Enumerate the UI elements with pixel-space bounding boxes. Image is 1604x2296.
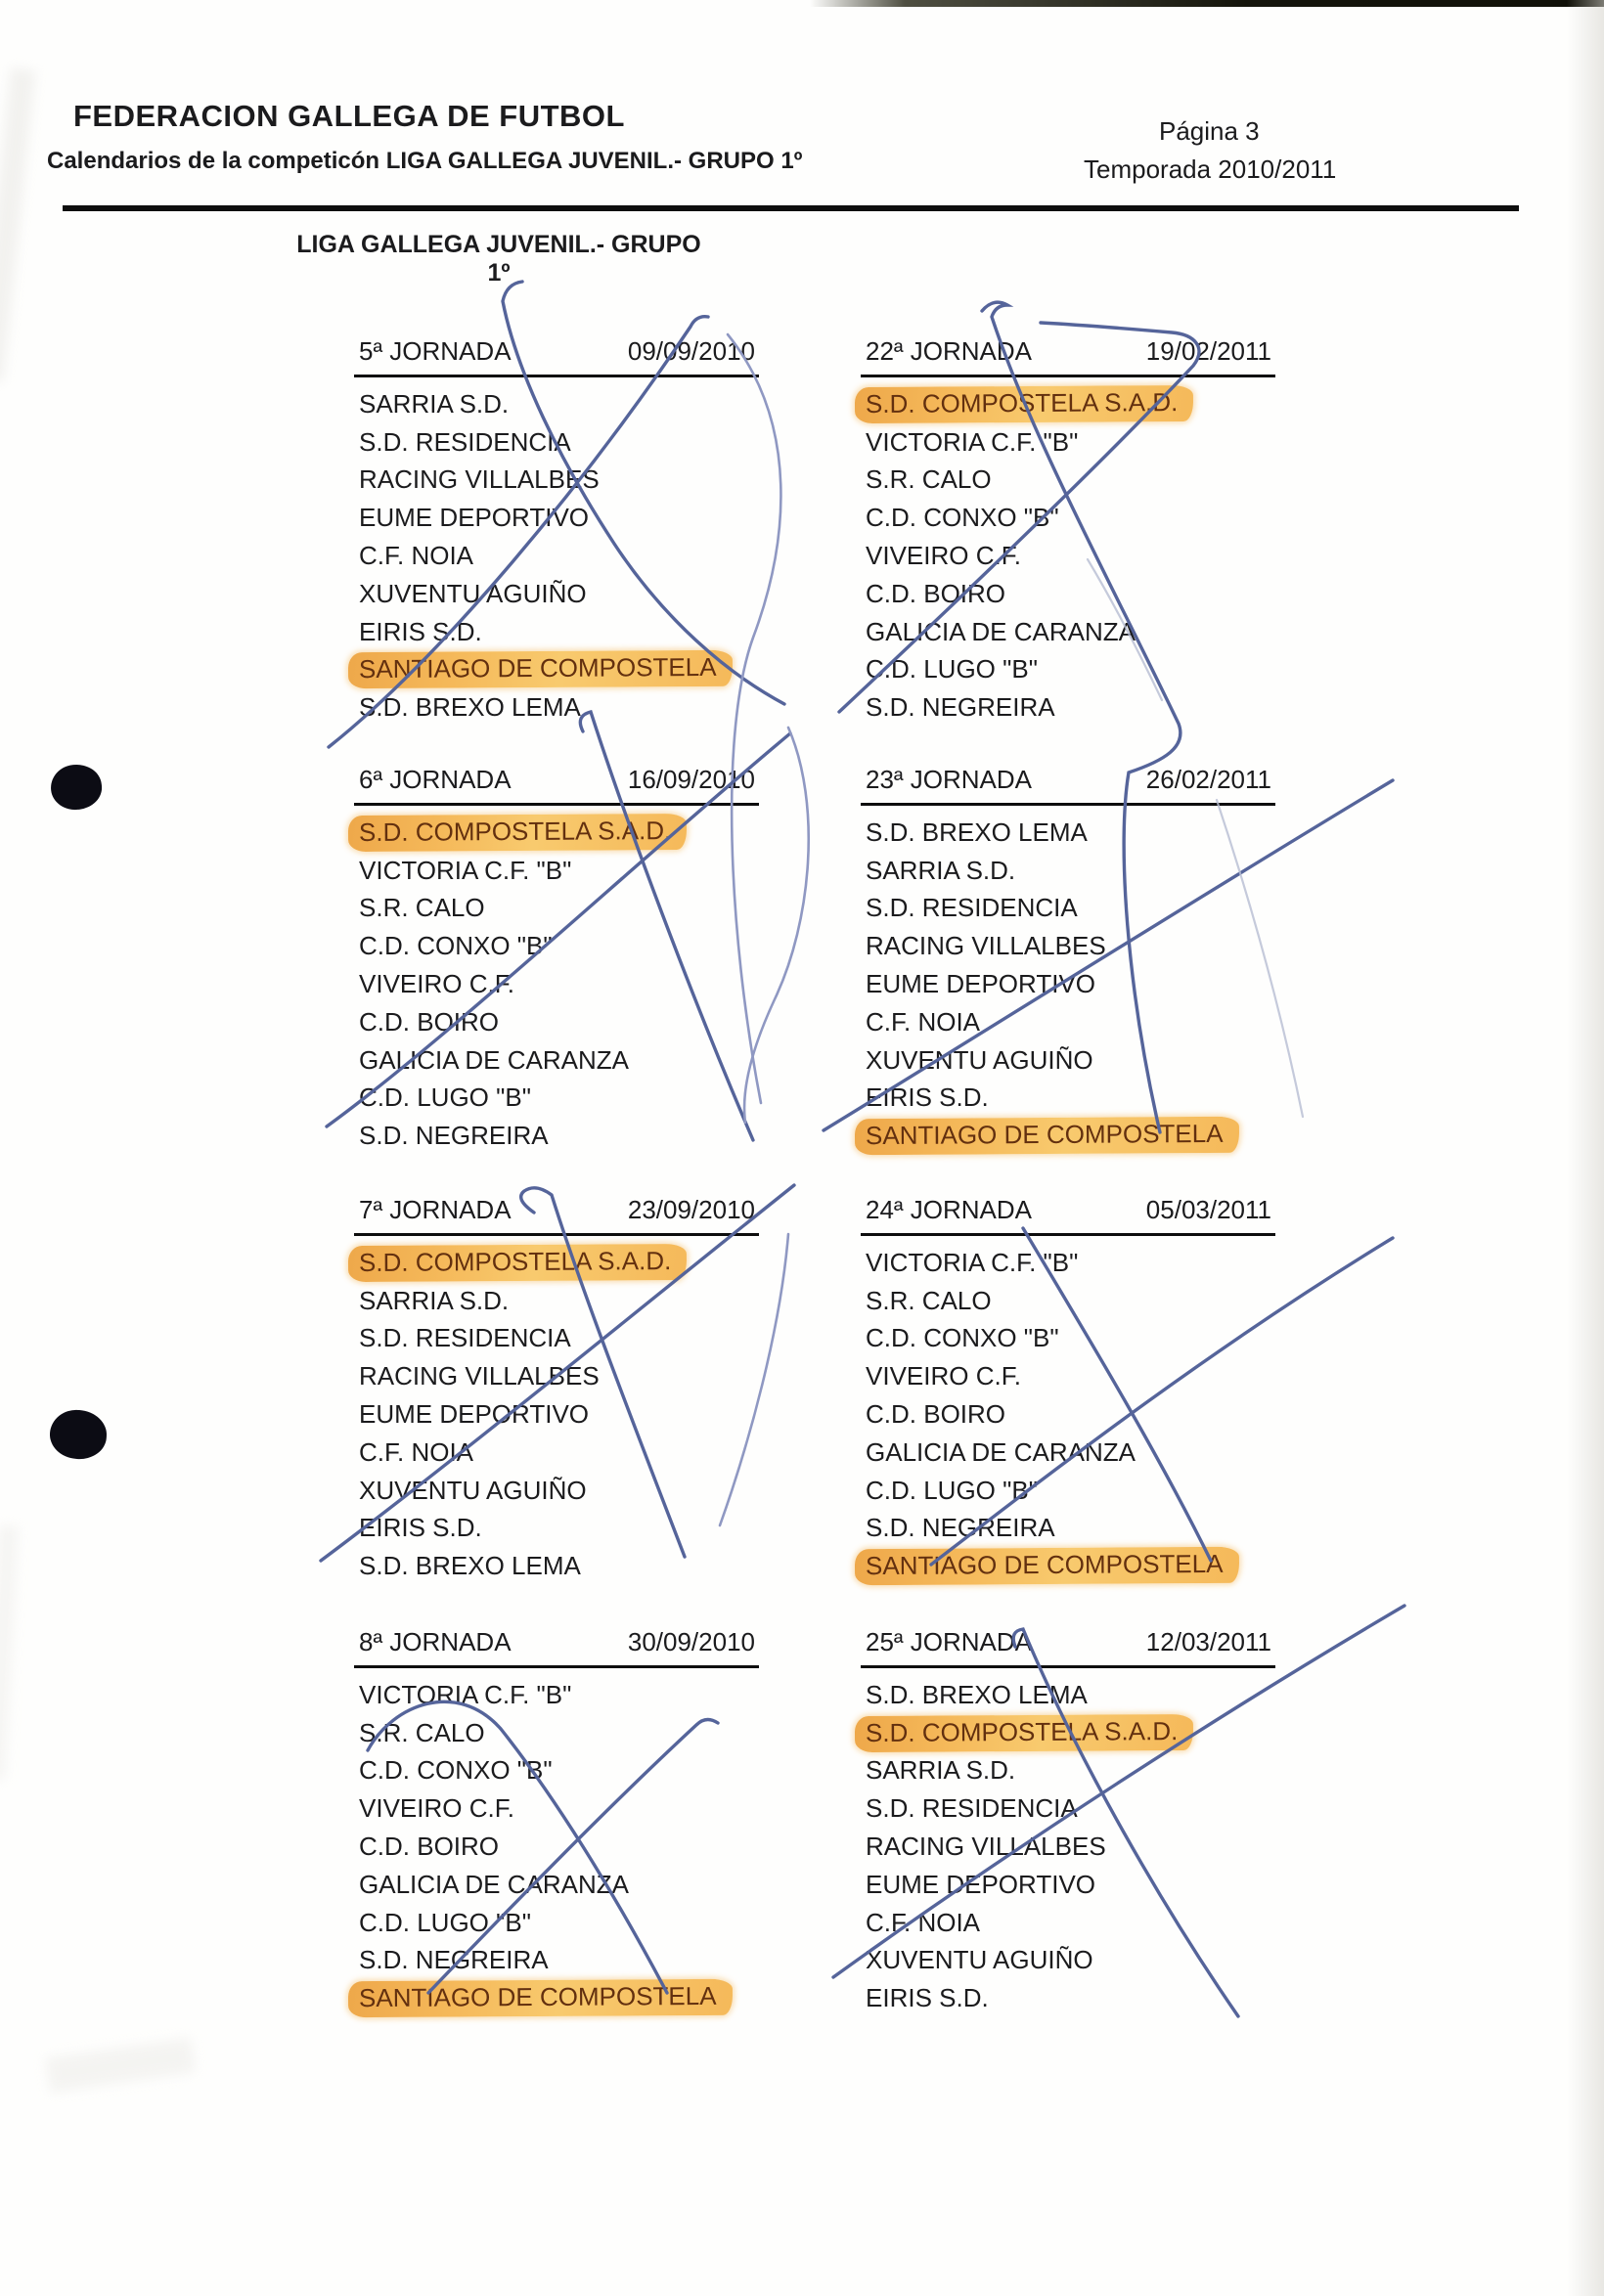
team-row (359, 890, 759, 928)
team-row (359, 537, 759, 575)
team-name-highlighted: SANTIAGO DE COMPOSTELA (855, 1117, 1239, 1155)
team-name: RACING VILLALBES (359, 1361, 600, 1391)
team-name: S.D. BREXO LEMA (866, 817, 1088, 847)
jornada-rule (354, 375, 759, 377)
team-row (866, 651, 1275, 689)
jornada-rule (861, 1665, 1275, 1668)
team-row (359, 423, 759, 462)
team-list (861, 1676, 1275, 2017)
page-subtitle: Calendarios de la competicón LIGA GALLEGA JUVENIL.- GRUPO 1º (47, 148, 803, 174)
team-name: EUME DEPORTIVO (359, 503, 590, 533)
team-row (359, 1357, 759, 1395)
jornada-rule (354, 1233, 759, 1236)
team-name: SARRIA S.D. (359, 388, 510, 419)
team-name: S.D. NEGREIRA (359, 1945, 549, 1975)
team-row (359, 1472, 759, 1510)
hole-punch-bottom (48, 1408, 108, 1461)
team-row (359, 927, 759, 965)
team-name: RACING VILLALBES (866, 931, 1106, 961)
jornada-date: 05/03/2011 (1145, 1195, 1271, 1224)
team-row (866, 385, 1275, 423)
jornada-rule (861, 1233, 1275, 1236)
team-row (359, 1003, 759, 1041)
competition-title: LIGA GALLEGA JUVENIL.- GRUPO 1º (296, 231, 701, 287)
team-row (359, 1282, 759, 1320)
team-row (866, 1942, 1275, 1980)
team-row (359, 1752, 759, 1790)
team-row (359, 1714, 759, 1752)
jornada-block (354, 1194, 759, 1585)
team-row (866, 1547, 1275, 1585)
team-list (354, 385, 759, 727)
team-name: S.R. CALO (359, 1717, 485, 1747)
jornada-date: 23/09/2010 (627, 1195, 755, 1224)
team-name-highlighted: S.D. COMPOSTELA S.A.D. (855, 1714, 1194, 1752)
team-row (866, 1676, 1275, 1714)
team-row (359, 385, 759, 423)
team-name: XUVENTU AGUIÑO (866, 1044, 1093, 1075)
team-name: RACING VILLALBES (359, 464, 600, 495)
team-name-highlighted: S.D. COMPOSTELA S.A.D. (348, 1244, 688, 1282)
team-row (866, 1866, 1275, 1904)
page-number: Página 3 (1159, 116, 1260, 146)
team-name: SARRIA S.D. (866, 1755, 1016, 1786)
jornada-label: 5ª JORNADA (359, 336, 512, 366)
jornada-date: 30/09/2010 (627, 1627, 755, 1656)
jornada-header (861, 764, 1275, 795)
team-row (359, 814, 759, 852)
jornada-date: 26/02/2011 (1145, 765, 1271, 794)
jornada-label: 22ª JORNADA (866, 336, 1033, 366)
team-row (359, 1676, 759, 1714)
team-row (866, 575, 1275, 613)
team-name: C.D. LUGO "B" (866, 1475, 1038, 1505)
team-row (866, 462, 1275, 500)
team-name: GALICIA DE CARANZA (359, 1869, 629, 1899)
team-name: C.F. NOIA (866, 1907, 981, 1937)
team-list (861, 385, 1275, 727)
team-name: EIRIS S.D. (359, 616, 482, 646)
jornada-header (861, 1194, 1275, 1225)
team-list (354, 1244, 759, 1585)
team-row (359, 1904, 759, 1942)
team-row (866, 1282, 1275, 1320)
team-name: EIRIS S.D. (866, 1983, 989, 2013)
team-row (359, 688, 759, 727)
team-row (866, 1244, 1275, 1282)
team-name: C.D. BOIRO (866, 578, 1006, 608)
team-list (861, 1244, 1275, 1585)
team-name: C.D. CONXO "B" (359, 931, 553, 961)
team-row (359, 1510, 759, 1548)
jornada-block (861, 335, 1275, 727)
team-row (359, 1866, 759, 1904)
jornada-rule (861, 375, 1275, 377)
team-row (359, 1395, 759, 1434)
jornada-header (861, 335, 1275, 367)
jornada-label: 24ª JORNADA (866, 1195, 1033, 1224)
team-row (866, 1979, 1275, 2017)
jornada-block (861, 764, 1275, 1155)
team-row (866, 688, 1275, 727)
team-name: RACING VILLALBES (866, 1832, 1106, 1862)
jornada-label: 8ª JORNADA (359, 1627, 512, 1656)
team-name: VICTORIA C.F. "B" (359, 855, 572, 885)
team-name: EIRIS S.D. (866, 1082, 989, 1113)
org-title: FEDERACION GALLEGA DE FUTBOL (73, 99, 625, 133)
team-name: S.D. BREXO LEMA (866, 1679, 1088, 1709)
team-row (359, 1828, 759, 1866)
team-name: VIVEIRO C.F. (866, 541, 1021, 571)
team-name: S.D. RESIDENCIA (866, 1793, 1078, 1824)
team-row (866, 965, 1275, 1003)
team-name: S.R. CALO (359, 893, 485, 923)
jornada-header (354, 1194, 759, 1225)
team-name-highlighted: S.D. COMPOSTELA S.A.D. (855, 385, 1194, 423)
scan-smudge (0, 1525, 19, 1781)
team-row (866, 852, 1275, 890)
team-name: C.F. NOIA (866, 1006, 981, 1037)
jornada-rule (354, 803, 759, 806)
team-row (359, 965, 759, 1003)
team-row (866, 1828, 1275, 1866)
team-name: VICTORIA C.F. "B" (866, 1247, 1079, 1277)
team-name: C.D. CONXO "B" (359, 1755, 553, 1786)
team-row (359, 651, 759, 689)
team-row (866, 1434, 1275, 1472)
team-name: C.D. BOIRO (359, 1832, 500, 1862)
team-row (359, 1320, 759, 1358)
scan-smudge (0, 68, 36, 382)
team-name: VICTORIA C.F. "B" (866, 426, 1079, 457)
jornada-block (861, 1626, 1275, 2017)
team-row (866, 1752, 1275, 1790)
team-row (866, 1041, 1275, 1080)
team-row (866, 537, 1275, 575)
team-row (359, 499, 759, 537)
jornada-block (354, 335, 759, 727)
jornada-label: 25ª JORNADA (866, 1627, 1033, 1656)
team-row (866, 890, 1275, 928)
team-name: VIVEIRO C.F. (359, 1793, 514, 1824)
team-row (866, 423, 1275, 462)
team-name: SARRIA S.D. (866, 855, 1016, 885)
jornada-date: 16/09/2010 (627, 765, 755, 794)
jornada-rule (861, 803, 1275, 806)
team-row (866, 613, 1275, 651)
team-name: S.D. RESIDENCIA (866, 893, 1078, 923)
team-name: C.F. NOIA (359, 1436, 474, 1467)
team-row (359, 1434, 759, 1472)
team-name: C.D. CONXO "B" (866, 1323, 1059, 1353)
team-row (866, 1395, 1275, 1434)
team-row (359, 462, 759, 500)
team-name: SARRIA S.D. (359, 1285, 510, 1315)
team-name: S.R. CALO (866, 464, 992, 495)
team-row (866, 927, 1275, 965)
team-row (359, 1547, 759, 1585)
team-name: VIVEIRO C.F. (359, 969, 514, 999)
jornada-header (354, 764, 759, 795)
team-row (866, 1510, 1275, 1548)
team-name-highlighted: SANTIAGO DE COMPOSTELA (855, 1547, 1239, 1585)
jornada-header (861, 1626, 1275, 1657)
jornada-header (354, 1626, 759, 1657)
team-name: C.D. BOIRO (866, 1399, 1006, 1430)
team-row (866, 1472, 1275, 1510)
team-name: C.D. LUGO "B" (359, 1082, 531, 1113)
team-name: S.D. NEGREIRA (866, 692, 1055, 723)
team-name: GALICIA DE CARANZA (359, 1044, 629, 1075)
team-name: C.F. NOIA (359, 541, 474, 571)
jornada-block (354, 764, 759, 1155)
team-list (861, 814, 1275, 1155)
team-name: C.D. LUGO "B" (359, 1907, 531, 1937)
team-row (359, 1979, 759, 2017)
team-name: S.D. BREXO LEMA (359, 1551, 581, 1581)
jornada-header (354, 335, 759, 367)
team-row (359, 1789, 759, 1828)
team-name: GALICIA DE CARANZA (866, 1436, 1136, 1467)
team-row (866, 1904, 1275, 1942)
team-row (866, 1080, 1275, 1118)
team-name: C.D. CONXO "B" (866, 503, 1059, 533)
team-row (359, 852, 759, 890)
team-name: S.D. NEGREIRA (359, 1121, 549, 1151)
team-row (359, 613, 759, 651)
team-name-highlighted: SANTIAGO DE COMPOSTELA (348, 1979, 733, 2017)
jornada-label: 7ª JORNADA (359, 1195, 512, 1224)
team-name: EIRIS S.D. (359, 1513, 482, 1543)
jornada-date: 19/02/2011 (1145, 336, 1271, 366)
team-row (866, 1320, 1275, 1358)
jornada-label: 23ª JORNADA (866, 765, 1033, 794)
team-name: EUME DEPORTIVO (866, 969, 1096, 999)
scan-smudge (45, 2038, 196, 2094)
season-label: Temporada 2010/2011 (1084, 155, 1337, 184)
jornada-block (354, 1626, 759, 2017)
team-list (354, 1676, 759, 2017)
team-name: EUME DEPORTIVO (359, 1399, 590, 1430)
team-row (359, 1041, 759, 1080)
team-name: EUME DEPORTIVO (866, 1869, 1096, 1899)
jornada-date: 12/03/2011 (1145, 1627, 1271, 1656)
team-row (359, 1942, 759, 1980)
team-row (866, 1357, 1275, 1395)
team-name: XUVENTU AGUIÑO (866, 1945, 1093, 1975)
scan-artifact-right-band (1567, 0, 1604, 2296)
team-row (359, 1080, 759, 1118)
team-row (866, 1003, 1275, 1041)
header-rule (63, 205, 1519, 211)
team-row (866, 814, 1275, 852)
team-name: GALICIA DE CARANZA (866, 616, 1136, 646)
team-list (354, 814, 759, 1155)
team-row (866, 499, 1275, 537)
team-name-highlighted: SANTIAGO DE COMPOSTELA (348, 650, 733, 688)
jornada-block (861, 1194, 1275, 1585)
team-name-highlighted: S.D. COMPOSTELA S.A.D. (348, 814, 688, 852)
team-row (359, 1117, 759, 1155)
team-name: S.D. RESIDENCIA (359, 1323, 571, 1353)
jornada-rule (354, 1665, 759, 1668)
team-row (866, 1714, 1275, 1752)
jornada-label: 6ª JORNADA (359, 765, 512, 794)
team-name: VICTORIA C.F. "B" (359, 1679, 572, 1709)
team-name: XUVENTU AGUIÑO (359, 578, 587, 608)
scan-artifact-top-strip (810, 0, 1604, 7)
team-name: XUVENTU AGUIÑO (359, 1475, 587, 1505)
team-row (866, 1789, 1275, 1828)
team-name: S.D. RESIDENCIA (359, 426, 571, 457)
hole-punch-top (49, 762, 105, 812)
team-name: S.D. NEGREIRA (866, 1513, 1055, 1543)
team-row (359, 1244, 759, 1282)
team-name: C.D. BOIRO (359, 1006, 500, 1037)
jornada-date: 09/09/2010 (627, 336, 755, 366)
team-name: S.D. BREXO LEMA (359, 692, 581, 723)
team-name: C.D. LUGO "B" (866, 654, 1038, 684)
team-row (866, 1117, 1275, 1155)
team-name: VIVEIRO C.F. (866, 1361, 1021, 1391)
team-row (359, 575, 759, 613)
team-name: S.R. CALO (866, 1285, 992, 1315)
